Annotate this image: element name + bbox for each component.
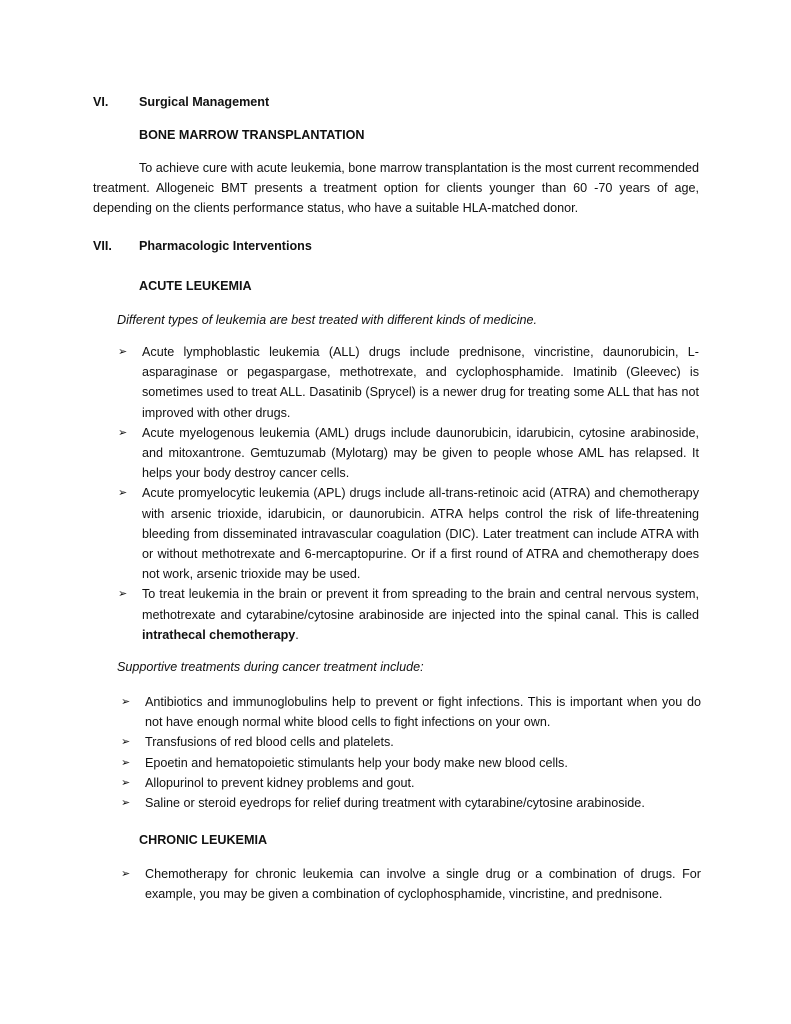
arrow-bullet-icon: ➢: [121, 776, 131, 789]
paragraph: [93, 158, 699, 219]
list-item: ➢ Acute lymphoblastic leukemia (ALL) drugs include prednisone, vincristine, daunorubicin, L-asparaginase or pegaspargase, methotrexate, and cyclophosphamide. Imatinib (Gleevec) is sometimes used to treat ALL. Dasatinib (Sprycel) is a newer drug for treating some ALL that has not improved with other drugs.: [142, 342, 699, 423]
section-number: VII.: [93, 239, 112, 253]
arrow-bullet-icon: ➢: [118, 487, 128, 500]
emphasis-term: intrathecal chemotherapy: [142, 627, 296, 642]
list-item: ➢ Allopurinol to prevent kidney problems and gout.: [145, 773, 701, 793]
bullet-list: [121, 864, 701, 904]
list-item: ➢ Chemotherapy for chronic leukemia can involve a single drug or a combination of drugs. For example, you may be given a combination of cyclophosphamide, vincristine, and prednisone.: [145, 864, 701, 904]
section-title: Pharmacologic Interventions: [139, 239, 312, 253]
subheading: ACUTE LEUKEMIA: [139, 279, 252, 293]
arrow-bullet-icon: ➢: [118, 346, 128, 358]
arrow-bullet-icon: ➢: [118, 588, 128, 601]
subheading: BONE MARROW TRANSPLANTATION: [139, 128, 365, 142]
arrow-bullet-icon: ➢: [121, 868, 131, 880]
subheading: CHRONIC LEUKEMIA: [139, 833, 268, 847]
list-item: ➢ To treat leukemia in the brain or prevent it from spreading to the brain and central nervous system, methotrexate and cytarabine/cytosine arabinoside are injected into the spinal canal. This is called intrathecal chemotherapy.: [142, 584, 699, 645]
list-item: ➢ Acute promyelocytic leukemia (APL) drugs include all-trans-retinoic acid (ATRA) and chemotherapy with arsenic trioxide, idarubicin, or daunorubicin. ATRA helps control the risk of life-threatening bleeding from disseminated intravascular coagulation (DIC). Later treatment can include ATRA with or without methotrexate and 6-mercaptopurine. Or if a first round of ATRA and chemotherapy does not work, arsenic trioxide may be used.: [142, 483, 699, 584]
intro-text: Supportive treatments during cancer treatment include:: [117, 660, 424, 674]
bullet-list: [121, 692, 701, 813]
arrow-bullet-icon: ➢: [118, 426, 128, 439]
arrow-bullet-icon: ➢: [121, 736, 131, 749]
paragraph-text: To achieve cure with acute leukemia, bone marrow transplantation is the most current recommended treatment. Allogeneic BMT presents a treatment option for clients younger than 60 -70 years of age, depending on the clients performance status, who have a suitable HLA-matched donor.: [93, 161, 699, 216]
arrow-bullet-icon: ➢: [121, 756, 131, 769]
arrow-bullet-icon: ➢: [121, 696, 131, 708]
section-title: Surgical Management: [139, 95, 270, 109]
list-item: ➢ Transfusions of red blood cells and platelets.: [145, 732, 701, 752]
list-item: ➢ Epoetin and hematopoietic stimulants help your body make new blood cells.: [145, 753, 701, 773]
list-item: ➢ Saline or steroid eyedrops for relief during treatment with cytarabine/cytosine arabinoside.: [145, 793, 701, 813]
arrow-bullet-icon: ➢: [121, 797, 131, 810]
section-number: VI.: [93, 95, 109, 109]
list-item: ➢ Antibiotics and immunoglobulins help to prevent or fight infections. This is important when you do not have enough normal white blood cells to fight infections on your own.: [145, 692, 701, 732]
list-item: ➢ Acute myelogenous leukemia (AML) drugs include daunorubicin, idarubicin, cytosine arabinoside, and mitoxantrone. Gemtuzumab (Mylotarg) may be given to people whose AML has relapsed. It helps your body destroy cancer cells.: [142, 423, 699, 484]
intro-text: Different types of leukemia are best treated with different kinds of medicine.: [117, 313, 538, 327]
bullet-list: [118, 342, 699, 645]
